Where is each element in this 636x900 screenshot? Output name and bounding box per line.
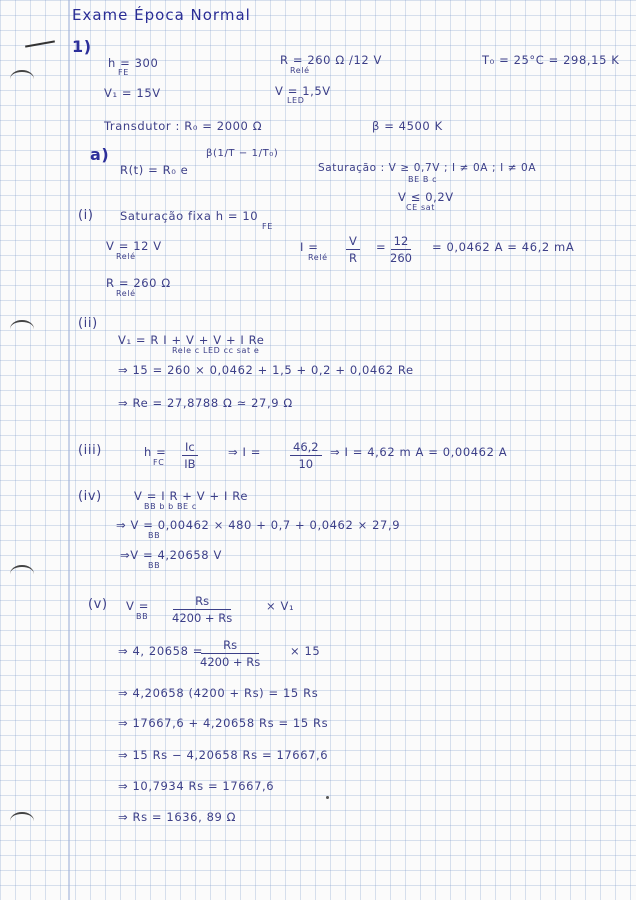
part-iv-eq2-sub: BB <box>148 531 161 540</box>
part-ii-eq2: ⇒ 15 = 260 × 0,0462 + 1,5 + 0,2 + 0,0462 Re <box>118 363 414 377</box>
part-iv-eq3-sub: BB <box>148 561 161 570</box>
part-a-exponent: β(1/T − 1/T₀) <box>206 148 279 159</box>
part-iv-eq2: ⇒ V = 0,00462 × 480 + 0,7 + 0,0462 × 27,9 <box>116 518 401 532</box>
part-ii-eq1-subs: Rele c LED cc sat e <box>172 346 260 355</box>
part-iii-label: (iii) <box>78 443 102 458</box>
fraction-denominator: 4200 + Rs <box>172 611 233 625</box>
given-vled: V = 1,5V <box>275 84 331 98</box>
part-ii-label: (ii) <box>78 316 98 331</box>
fraction-numerator: Ic <box>182 440 198 456</box>
part-iv-eq1: V = I R + V + I Re <box>134 489 249 503</box>
fraction-denominator: IB <box>184 457 196 471</box>
part-v-eq7: ⇒ Rs = 1636, 89 Ω <box>118 810 237 824</box>
given-beta: β = 4500 K <box>372 119 443 133</box>
part-a-label: a) <box>90 145 110 164</box>
rrele-sub: Relé <box>116 289 136 298</box>
fraction-numerator: Rs <box>173 594 231 610</box>
part-iii-hfe-sub: FC <box>153 458 165 467</box>
irele-result: = 0,0462 A = 46,2 mA <box>432 240 575 254</box>
part-v-eq2-rhs: × 15 <box>290 644 321 658</box>
part-ii-eq1: V₁ = R I + V + V + I Re <box>118 333 265 347</box>
part-v-vbb-sub: BB <box>136 612 149 621</box>
given-hfe-sub: FE <box>118 68 129 77</box>
given-vled-sub: LED <box>287 96 305 105</box>
fraction-denominator: 4200 + Rs <box>200 655 261 669</box>
part-iv-label: (iv) <box>78 489 102 504</box>
saturation-condition: Saturação : V ≥ 0,7V ; I ≠ 0A ; I ≠ 0A <box>318 162 537 174</box>
vce-sat-sub: CE sat <box>406 203 435 212</box>
vrele-value: V = 12 V <box>106 239 162 253</box>
saturation-condition-subs: BE B c <box>408 175 438 184</box>
given-hfe: h = 300 <box>108 56 159 70</box>
fraction-numerator: 12 <box>391 234 412 250</box>
part-v-eq2-lhs: ⇒ 4, 20658 = <box>118 644 203 658</box>
page-title: Exame Época Normal <box>72 6 251 24</box>
part-v-eq3: ⇒ 4,20658 (4200 + Rs) = 15 Rs <box>118 686 319 700</box>
ink-dot <box>326 796 329 799</box>
fraction-denominator: R <box>348 251 357 265</box>
binder-hole <box>10 70 34 88</box>
given-rrele: R = 260 Ω /12 V <box>280 53 383 67</box>
part-a-formula: R(t) = R₀ e <box>120 163 189 177</box>
fraction-ic-over-ib <box>182 440 198 471</box>
given-t0: T₀ = 25°C = 298,15 K <box>482 53 620 67</box>
part-i-text-sub: FE <box>262 222 273 231</box>
section-number: 1) <box>72 37 92 56</box>
part-iii-result: ⇒ I = 4,62 m A = 0,00462 A <box>330 445 508 459</box>
binder-hole <box>10 812 34 830</box>
part-v-label: (v) <box>88 597 108 612</box>
fraction-v-over-r <box>346 234 360 265</box>
part-iv-eq1-subs: BB b b BE c <box>144 502 197 511</box>
margin-line <box>68 0 70 900</box>
irele-label: I = <box>300 240 319 254</box>
vrele-sub: Relé <box>116 252 136 261</box>
part-iv-eq3: ⇒V = 4,20658 V <box>120 548 222 562</box>
part-v-eq4: ⇒ 17667,6 + 4,20658 Rs = 15 Rs <box>118 716 329 730</box>
fraction-46-over-10 <box>290 440 322 471</box>
fraction-numerator: Rs <box>201 638 259 654</box>
equals-sign: = <box>376 240 387 254</box>
binder-hole <box>10 320 34 338</box>
rrele-value: R = 260 Ω <box>106 276 171 290</box>
part-i-text: Saturação fixa h = 10 <box>120 209 259 223</box>
fraction-numerator: V <box>346 234 360 250</box>
part-iii-hfe: h = <box>144 445 167 459</box>
pen-mark <box>25 40 55 47</box>
fraction-12-over-260 <box>390 234 412 265</box>
part-iii-mid: ⇒ I = <box>228 445 261 459</box>
binder-hole <box>10 565 34 583</box>
part-v-vbb: V = <box>126 599 149 613</box>
part-ii-eq3: ⇒ Re = 27,8788 Ω ≃ 27,9 Ω <box>118 396 293 410</box>
irele-sub: Relé <box>308 253 328 262</box>
fraction-denominator: 260 <box>390 251 412 265</box>
part-v-eq5: ⇒ 15 Rs − 4,20658 Rs = 17667,6 <box>118 748 329 762</box>
fraction-denominator: 10 <box>298 457 314 471</box>
fraction-rs-over-sum <box>172 594 232 625</box>
given-v1: V₁ = 15V <box>104 86 161 100</box>
fraction-rs-over-sum-2 <box>200 638 260 669</box>
part-v-times: × V₁ <box>266 599 295 613</box>
part-v-eq6: ⇒ 10,7934 Rs = 17667,6 <box>118 779 275 793</box>
given-transdutor: Transdutor : R₀ = 2000 Ω <box>104 119 263 133</box>
fraction-numerator: 46,2 <box>290 440 322 456</box>
vce-sat-condition: V ≤ 0,2V <box>398 190 454 204</box>
part-i-label: (i) <box>78 208 94 223</box>
given-rrele-sub: Relé <box>290 66 310 75</box>
